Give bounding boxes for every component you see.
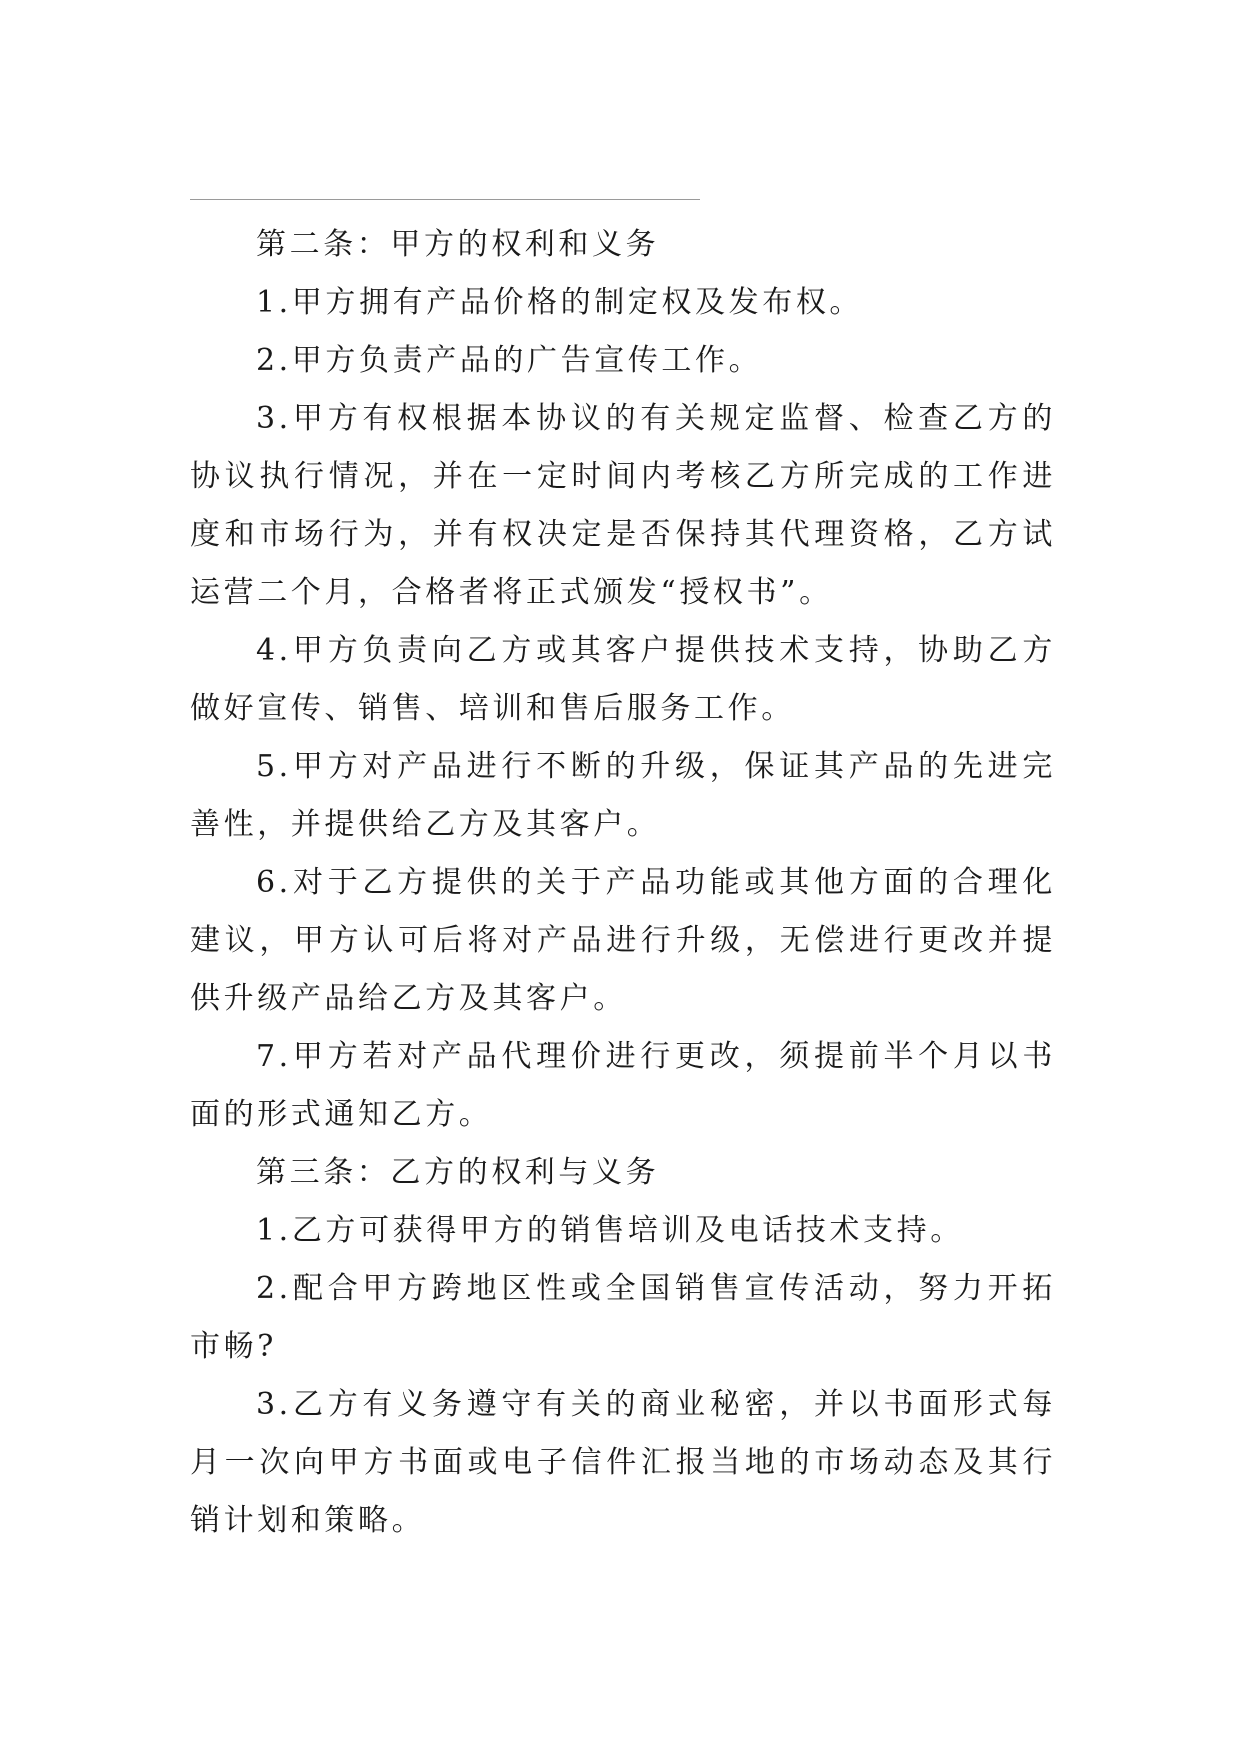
clause-paragraph: 3.甲方有权根据本协议的有关规定监督、检查乙方的协议执行情况，并在一定时间内考核乙方所完成的工作进度和市场行为，并有权决定是否保持其代理资格，乙方试运营二个月，合格者将正式颁发“授权书”。 xyxy=(190,401,1056,610)
clause-paragraph: 1.乙方可获得甲方的销售培训及电话技术支持。 xyxy=(256,1213,964,1248)
clause-paragraph: 1.甲方拥有产品价格的制定权及发布权。 xyxy=(256,285,864,320)
clause-paragraph: 3.乙方有义务遵守有关的商业秘密，并以书面形式每月一次向甲方书面或电子信件汇报当地的市场动态及其行销计划和策略。 xyxy=(190,1387,1056,1538)
clause-paragraph: 2.配合甲方跨地区性或全国销售宣传活动，努力开拓市畅? xyxy=(190,1271,1056,1364)
section-heading-article-3: 第三条：乙方的权利与义务 xyxy=(256,1155,660,1190)
document-body xyxy=(190,216,1056,1550)
section-heading-article-2: 第二条：甲方的权利和义务 xyxy=(256,227,660,262)
top-divider-line xyxy=(190,199,700,200)
clause-paragraph: 2.甲方负责产品的广告宣传工作。 xyxy=(256,343,763,378)
clause-paragraph: 6.对于乙方提供的关于产品功能或其他方面的合理化建议，甲方认可后将对产品进行升级，无偿进行更改并提供升级产品给乙方及其客户。 xyxy=(190,865,1056,1016)
clause-paragraph: 5.甲方对产品进行不断的升级，保证其产品的先进完善性，并提供给乙方及其客户。 xyxy=(190,749,1056,842)
clause-paragraph: 4.甲方负责向乙方或其客户提供技术支持，协助乙方做好宣传、销售、培训和售后服务工作。 xyxy=(190,633,1056,726)
clause-paragraph: 7.甲方若对产品代理价进行更改，须提前半个月以书面的形式通知乙方。 xyxy=(190,1039,1056,1132)
